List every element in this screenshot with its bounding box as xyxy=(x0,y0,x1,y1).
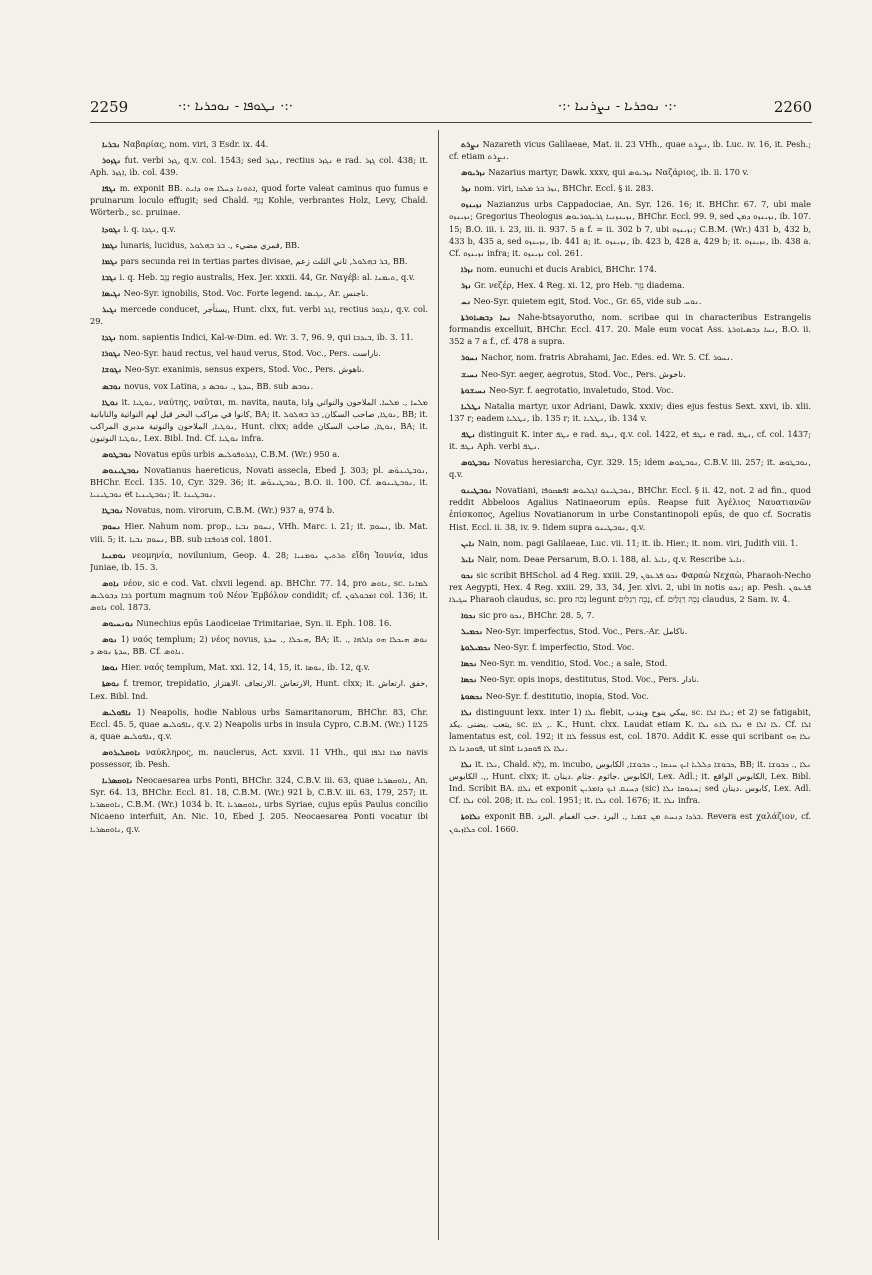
dictionary-entry xyxy=(449,641,811,653)
dictionary-entry xyxy=(90,347,428,359)
dictionary-entry xyxy=(449,311,811,347)
entry-lemma: ܢܘܒܛܘܣ xyxy=(102,448,132,459)
dictionary-entry xyxy=(449,706,811,754)
dictionary-entry xyxy=(449,537,811,549)
entry-text: Novatus, nom. virorum, C.B.M. (Wr.) 937 a, 974 b. xyxy=(125,505,335,516)
entry-text: nom. sapientis Indici, Kal-w-Dim. ed. Wr. 3. 7, 96. 9, qui ܒܝܕܒܐ, ib. 3. 11. xyxy=(119,332,414,343)
entry-text: sic pro ܢܟܘ, BHChr. 28. 5, 7. xyxy=(478,610,595,621)
entry-text: Hier. Nahum nom. prop., ܢܚܘܡ ܢܒܝܐ, VHh. Marc. i. 21; it. ܢܚܘܡ, ib. Mat. viii. 5; it. ܢܚܘܡ ܢܒܝܐ, BB. sub ܦܪܘܦܫܐ col. 1801. xyxy=(90,521,428,544)
entry-text: Neo-Syr. f. destitutio, inopia, Stod. Voc. xyxy=(485,690,649,701)
entry-lemma: ܢܐܝܪ xyxy=(461,553,475,564)
entry-text: Neo-Syr. quietem egit, Stod. Voc., Gr. 65, vide sub ܢܘܚ. xyxy=(473,296,702,307)
entry-text: Neo-Syr. aeger, aegrotus, Stod. Voc., Pers. ناخوش. xyxy=(480,368,686,379)
entry-text: sic scribit BHSchol. ad 4 Reg. xxiii. 29, ܢܟܘ ܦܪܥܘܢ Φαραὼ Νεχαὼ, Pharaoh-Necho rex Aegypti, Hex. 4 Reg. xxiii. 29, 33, 34, Jer. xlvi. 2, ubi in notis ܢܟܘ; ap. Pesh. ܦܪܥܘܢ ܚܓܝܪܐ Pharaoh claudus, sc. pro נְכֹה legunt נָכֵה רַגְלַיִם, cf. נְכֵה רַגְלַיִם claudus, 2 Sam. iv. 4. xyxy=(449,569,811,604)
entry-lemma: ܢܓܒܐ xyxy=(102,271,117,282)
entry-lemma: ܢܘܒܛܝܢܘ xyxy=(461,485,493,496)
entry-text: nom. eunuchi et ducis Arabici, BHChr. 174. xyxy=(476,263,657,274)
entry-lemma: ܢܘܒܛܘܣ xyxy=(461,457,491,468)
page-number-right: 2260 xyxy=(773,98,812,116)
dictionary-entry xyxy=(90,577,428,613)
entry-lemma: ܢܚܐ ܕܒܣܝܐܘܪܬܐ xyxy=(461,312,512,323)
entry-lemma: ܢܓܘܪܐ xyxy=(102,348,121,359)
entry-text: i. q. Heb. נֶגֶב regio australis, Hex. Jer. xxxii. 44, Gr. Ναγέβ: al. ܬܝܡܢܐ, q.v. xyxy=(119,271,416,282)
dictionary-entry xyxy=(90,380,428,392)
entry-lemma: ܢܟܘ xyxy=(461,569,474,580)
entry-text: 1) ναός templum; 2) νέος novus, ܗܝܟܠܐ ,. ܚܕܬܐ, BA; it. ܢܘܣ ܗܝܟܠܐ ܗܘ ܕܐܠܗܐ ,. ܚܕܬܐ ܢܘܣ ܕ, BB. Cf. ܢܐܘܣ. xyxy=(90,634,428,657)
entry-lemma: ܢܘܛܐ xyxy=(102,396,119,407)
dictionary-entry xyxy=(90,287,428,299)
entry-text: Neocaesarea urbs Ponti, BHChr. 324, C.B.V. iii. 63, quae ܢܐܘܩܣܪܝܐ, An. Syr. 64. 13, BHChr. Eccl. 81. 18, C.B.M. (Wr.) 921 b, C.B.V. iii. 63, 179, 257; it. ܢܐܘܩܣܪܝܐ, C.B.M. (Wr.) 1034 b. It. ܢܐܘܩܣܪܝܐ, urbs Syriae, cujus epūs Paulus concilio Nicaeno interfuit, An. Nic. 10, Ebed J. 205. Neocaesarea Ponti vocatur ibi ܢܐܘܩܣܪܝܐ, q.v. xyxy=(90,775,428,834)
entry-lemma: ܢܘܣ xyxy=(102,634,118,645)
dictionary-entry xyxy=(449,625,811,637)
entry-text: Neo-Syr. exanimis, sensus expers, Stod. Voc., Pers. ناهوش. xyxy=(124,364,365,375)
entry-lemma: ܢܓܕܐ xyxy=(102,332,117,343)
entry-text: Gr. νεζέρ, Hex. 4 Reg. xi. 12, pro Heb. נֵזֶר diadema. xyxy=(474,279,685,290)
dictionary-entry xyxy=(449,400,811,424)
dictionary-entry xyxy=(449,609,811,621)
column-divider xyxy=(438,130,439,1240)
entry-lemma: ܢܐܝܢ xyxy=(461,537,476,548)
page-header xyxy=(90,98,812,123)
dictionary-entry xyxy=(90,633,428,657)
entry-text: exponit BB. ܒܪܕܐ ܕܢܚܬ ܡܢ ܫܡܝܐ ,. البرد .حب الغمام .البرد. Revera est χαλάζιον, cf. ܟܠܐܙܝܘܢ col. 1660. xyxy=(449,811,811,834)
entry-text: Neo-Syr. haud rectus, vel haud verus, Stod. Voc., Pers. ناراست. xyxy=(123,348,381,359)
entry-text: νέον, sic e cod. Vat. clxvii legend. ap. BHChr. 77. 14, pro ܢܐܘܣ, sc. ܠܡܐܢܐ ܪܒܐ ܕܒܘܠܝܣ portum magnum τοῦ Νέον Ἐμβόλον condidit; cf. ܐܡܒܘܠܘܢ col. 136; it. ܢܐܘܣ col. 1873. xyxy=(90,577,428,612)
dictionary-entry xyxy=(90,331,428,343)
dictionary-entry xyxy=(449,351,811,363)
entry-text: Nazareth vicus Galilaeae, Mat. ii. 23 VHh., quae ܢܨܪܬ, ib. Luc. iv. 16, it. Pesh.; cf. etiam ܢܨܪܬ. xyxy=(449,139,811,162)
entry-text: Neo-Syr. f. aegrotatio, invaletudo, Stod. Voc. xyxy=(488,384,674,395)
dictionary-entry xyxy=(90,396,428,444)
entry-text: it. ܢܠܐ, Chald. נְלָא, m. incubo, ܟܒܘܫܐ ܕܠܠܝܐ ܐܝܟ ܚܢܩܐ ,. ܟܒܘܫܐ, الكابوس, BB; it. ܢܠܐ ,. ܟܒܘܫܐ ,. الكابوس, Hunt. clxx; it. الكابوس .جاثوم .جثام .دينان, Lex. Adl.; it. الكابوس الواقع, Lex. Bibl. Ind. Scribit BA. ܢܠܐܐ et exponit ܕܚܢܩ ܐܝܟ ܕܐܡܪܝܢ (sic) ܚܢܘܩܐ ܢܠܐ; sed كابوس .دينان, Lex. Adl. Cf. ܢܠܐ col. 208; it. ܢܠܐ col. 1951; it. ܢܠܐ col. 1676; it. ܢܠܐ infra. xyxy=(449,759,811,806)
entry-lemma: ܢܓܦܐ xyxy=(102,183,117,194)
entry-text: Nain, nom. pagi Galilaeae, Luc. vii. 11; it. ib. Hier.; it. nom. viri, Judith viii. 1. xyxy=(477,537,799,548)
entry-lemma: ܢܙܝܢܙܘ xyxy=(461,199,483,210)
dictionary-entry xyxy=(90,661,428,673)
dictionary-entry xyxy=(449,690,811,702)
running-title-right: ·:· ܢܘܟܪܝܐ - ܢܨܪܢܝܐ ·:· xyxy=(558,99,677,114)
entry-text: Neo-Syr. f. imperfectio, Stod. Voc. xyxy=(493,642,635,653)
entry-text: ναύκληρος, m. nauclerus, Act. xxvii. 11 VHh., qui ܡܪܐ ܐܠܦܐ navis possessor, ib. Pesh. xyxy=(90,746,428,770)
dictionary-entry xyxy=(449,182,811,194)
entry-lemma: ܢܘܢܚܝܘܣ xyxy=(102,618,134,629)
entry-text: Nair, nom. Deae Persarum, B.O. i. 188, al. ܢܐܝܪ, q.v. Rescribe ܢܐܝܪ. xyxy=(477,553,746,564)
entry-lemma: ܢܟܘܐ xyxy=(461,610,477,621)
entry-text: Novatus heresiarcha, Cyr. 329. 15; idem ܢܘܒܛܘܣ, C.B.V. iii. 257; it. ܢܘܒܛܘܣ, q.v. xyxy=(449,457,811,480)
dictionary-entry xyxy=(449,428,811,452)
entry-text: Novatus epūs urbis ܐܓܪܘܦܘܠܝܣ, C.B.M. (Wr.) 950 a. xyxy=(134,448,340,459)
dictionary-entry xyxy=(90,504,428,516)
entry-lemma: ܢܓܘܕܐ xyxy=(102,223,121,234)
right-column xyxy=(449,138,811,1248)
entry-lemma: ܢܘܣܬܐ xyxy=(102,678,120,689)
entry-lemma: ܢܙܪܐ xyxy=(461,263,474,274)
dictionary-entry xyxy=(449,569,811,605)
dictionary-entry xyxy=(90,520,428,544)
entry-text: lunaris, lucidus, قمري مضيء ,. ܒܪ ܒܗܠܘܠ, BB. xyxy=(120,239,300,250)
entry-lemma: ܢܓܡܐ xyxy=(102,239,118,250)
entry-text: Hier. ναός templum, Mat. xxi. 12, 14, 15, it. ܢܘܣܐ, ib. 12, q.v. xyxy=(121,662,370,673)
dictionary-entry xyxy=(90,138,428,150)
entry-lemma: ܢܘܡܢܝܐ xyxy=(102,549,127,560)
entry-text: f. tremor, trepidatio, الارتعاش .الارتجاف .الاهتزاز, Hunt. clxx; it. خفق .ارتعاش, Lex. Bibl. Ind. xyxy=(90,678,428,701)
entry-lemma: ܢܛܦ xyxy=(461,428,476,439)
entry-lemma: ܢܟܡܝܠܘܬܐ xyxy=(461,642,492,653)
entry-text: m. exponit BB. ܐܬܘܢܐ ܕܚܠܐ ܗܘ ܕܐܝܬ, quod forte valeat caminus quo fumus e pruinarum loculo effugit; sed Chald. נְגַף Kohle, verbrantes Holz, Levy, Chald. Wörterb., sc. pruinae. xyxy=(90,183,428,218)
entry-lemma: ܢܟܣܐ xyxy=(461,674,478,685)
entry-text: Novatiani, ܢܘܒܛܝܢܘ ܐܓܠܝܘܣ ܐܦܣܩܘܦܐ, BHChr. Eccl. § ii. 42, not. 2 ad fin., quod reddit Abbeloos Agalius Natinaeorum epūs. Reapse fuit Ἀγέλιος Ναυατιανῶν ἐπίσκοπος, Agelius Novatianorum in urbe Constantinopoli epūs, de quo cf. Socratis Hist. Eccl. ii. 38, iv. 9. Iidem supra ܢܘܒܛܝܢܘ, q.v. xyxy=(449,485,811,532)
entry-text: 1) Neapolis, hodie Nablous urbs Samaritanorum, BHChr. 83, Chr. Eccl. 45. 5, quae ܢܐܦܘܠܝܣ, q.v. 2) Neapolis urbs in insula Cypro, C.B.M. (Wr.) 1125 a, quae ܢܐܦܘܠܝܣ, q.v. xyxy=(90,706,428,741)
dictionary-entry xyxy=(449,553,811,565)
entry-lemma: ܢܐܘܣ xyxy=(102,577,120,588)
entry-lemma: ܢܚܘܡ xyxy=(102,521,121,532)
dictionary-entry xyxy=(90,255,428,267)
dictionary-entry xyxy=(449,657,811,669)
entry-text: Neo-Syr. m. venditio, Stod. Voc.; a sale, Stod. xyxy=(479,658,668,669)
entry-lemma: ܢܘܒܛܐ xyxy=(102,505,124,516)
entry-text: Novatianus haereticus, Novati assecla, Ebed J. 303; pl. ܢܘܒܛܝܢܘ̈ܣ, BHChr. Eccl. 135. 10, Cyr. 329. 36; it. ܢܘܒܛܝܢܘ̈ܣ, B.O. ii. 100. Cf. ܢܘܒܛܝܢܘܣ, it. ܢܘܒܛܝܢܝܐ et ܢܘܒܛܝܢܝܐ; it. ܢܘܒܛܝܢܐ. xyxy=(90,465,428,500)
dictionary-entry xyxy=(90,706,428,742)
entry-lemma: ܢܐܘܩܠܝܪܘܣ xyxy=(102,746,141,757)
dictionary-entry xyxy=(90,303,428,327)
dictionary-entry xyxy=(449,384,811,396)
entry-lemma: ܢܙܪ xyxy=(461,183,472,194)
entry-lemma: ܢܘܣܐ xyxy=(102,662,119,673)
dictionary-entry xyxy=(90,271,428,283)
entry-text: Neo-Syr. imperfectus, Stod. Voc., Pers.-Ar. ناكامل. xyxy=(485,626,688,637)
entry-text: Neo-Syr. opis inops, destitutus, Stod. Voc., Pers. نادار. xyxy=(479,674,699,685)
entry-text: Neo-Syr. ignobilis, Stod. Voc. Forte legend. ܢܓܝܣܐ, Ar. ناجنس. xyxy=(123,287,369,298)
entry-text: distinguunt lexx. inter 1) ܢܠܐ flebit, يبكي ينوح ويندب, sc. ܢܠܐ ܐܠܐ; et 2) se fatigabit, يتعب .يضنى .يكد, sc. ܠܐܐ ,. K., Hunt. clxx. Laudat etiam K. ܢܠܐ ܠܐܬ ܢܠܐ e ܠܐ ܐܠܐ. Cf. ܐܠܐ lamentatus est, col. 192; it ܠܐܐ fessus est, col. 1870. Addit K. esse qui scribant ܢܠܐ ܗܘ ܦܘܩܕܢܐ ܠܐ, ut sint ܢܠܐ ܠܐ ܦܘܩܕܢܐ. xyxy=(449,706,811,753)
dictionary-entry xyxy=(90,746,428,770)
dictionary-entry xyxy=(449,758,811,806)
entry-text: νεομηνία, novilunium, Geop. 4. 28; ܬܪܬܝܢ ܢܘܡܢܝܐ εἴδη Ἰουνία, idus Juniae, ib. 15. 3. xyxy=(90,549,428,572)
dictionary-entry xyxy=(90,154,428,178)
left-column xyxy=(90,138,428,1248)
dictionary-entry xyxy=(449,279,811,291)
entry-lemma: ܢܠܐ xyxy=(461,759,473,770)
entry-lemma: ܢܘܒܣ xyxy=(102,380,122,391)
entry-lemma: ܢܒܪܝܐ xyxy=(102,139,121,149)
entry-text: i. q. ܢܓܕܐ, q.v. xyxy=(123,223,176,234)
dictionary-entry xyxy=(449,263,811,275)
dictionary-entry xyxy=(449,673,811,685)
dictionary-entry xyxy=(90,239,428,251)
entry-lemma: ܢܛܠܝܐ xyxy=(461,400,482,411)
entry-text: novus, vox Latina, ܚܕܬܐ ,. ܢܘܒܣ ܕ, BB. sub ܢܘܒܣ. xyxy=(124,380,314,391)
entry-text: Nunechius epūs Laodiceiae Trimitariae, Syn. ii. Eph. 108. 16. xyxy=(136,618,392,629)
entry-lemma: ܢܟܣܐ xyxy=(461,658,478,669)
entry-text: Ναβαρίας, nom. viri, 3 Esdr. ix. 44. xyxy=(122,139,269,149)
dictionary-entry xyxy=(449,166,811,178)
entry-lemma: ܢܙܪ xyxy=(461,279,472,290)
dictionary-entry xyxy=(90,448,428,460)
dictionary-entry xyxy=(90,182,428,218)
entry-lemma: ܢܓܡܐ xyxy=(102,255,118,266)
entry-text: Nahe-btsayorutho, nom. scribae qui in characteribus Estrangelis formandis excelluit, BHChr. Eccl. 417. 20. Male eum vocat Ass. ܢܚܐ ܕܒܣܝܐܘܪܬܐ, B.O. ii. 352 a 7 a f., cf. 478 a supra. xyxy=(449,312,811,347)
entry-text: Nachor, nom. fratris Abrahami, Jac. Edes. ed. Wr. 5. Cf. ܢܚܘܪ. xyxy=(480,352,733,363)
entry-lemma: ܢܓܝܪ xyxy=(102,304,118,315)
entry-lemma: ܢܓܝܣܐ xyxy=(102,287,122,298)
dictionary-entry xyxy=(90,464,428,500)
entry-text: distinguit K. inter ܢܛܦ e rad. ܢܛܦ, q.v. col. 1422, et ܢܛܦ e rad. ܢܛܦ, cf. col. 1437; it. ܢܛܦ Aph. verbi ܢܛܦ. xyxy=(449,428,811,451)
entry-lemma: ܢܙܪܝܘܣ xyxy=(461,167,486,178)
entry-text: nom. viri, ܢܙܪ ܒܪ ܡܠܟܐ, BHChr. Eccl. § ii. 283. xyxy=(474,183,654,194)
entry-lemma: ܢܠܐܘܬܐ xyxy=(461,811,481,822)
dictionary-entry xyxy=(449,138,811,162)
page-number-left: 2259 xyxy=(90,98,129,116)
dictionary-entry xyxy=(449,295,811,307)
dictionary-entry xyxy=(90,363,428,375)
entry-lemma: ܢܚܝܫܘܬܐ xyxy=(461,384,487,395)
dictionary-entry xyxy=(90,223,428,235)
entry-text: mercede conducet, يستأجر, Hunt. clxx, fut. verbi ܐܓܪ, rectius ܢܐܓܘܪ, q.v. col. 29. xyxy=(90,304,428,327)
entry-lemma: ܢܓܘܫܐ xyxy=(102,364,123,375)
entry-text: Natalia martyr, uxor Adriani, Dawk. xxxiv; dies ejus festus Sext. xxvi, ib. xlii. 137 r; eadem ܢܛܠܝܐ, ib. 135 r; it. ܢܛܠܝܐ, ib. 134 v. xyxy=(449,400,811,423)
entry-lemma: ܢܚܝܫ xyxy=(461,368,479,379)
entry-lemma: ܢܨܪܬ xyxy=(461,139,480,149)
entry-text: fut. verbi ܓܙܪ, q.v. col. 1543; sed ܢܓܙܪ, rectius ܢܓܙܪ e rad. ܓܙܪ col. 438; it. Aph. ܐܓܙܪ, ib. col. 439. xyxy=(90,155,428,178)
entry-lemma: ܢܚ xyxy=(461,296,471,307)
dictionary-entry xyxy=(90,549,428,573)
entry-lemma: ܢܚܘܪ xyxy=(461,352,479,363)
entry-text: Nazarius martyr, Dawk. xxxv, qui ܢܙܪܝܘܣ Ναζάριος, ib. ii. 170 v. xyxy=(488,167,749,178)
dictionary-entry xyxy=(90,677,428,701)
dictionary-entry xyxy=(449,484,811,532)
entry-text: Nazianzus urbs Cappadociae, An. Syr. 126. 16; it. BHChr. 67. 7, ubi male ܢܙܝܢܙܘ; Gregorius Theologus ܢܙܝܢܙܢܝܐ ܓܪܝܓܘܪܝܘܣ, BHChr. Eccl. 99. 9, sed ܢܙܝܢܙܘ ܕܡܢ, ib. 107. 15; B.O. iii. i. 23, iii. ii. 937. 5 a f. = ii. 302 b 7, ubi ܢܙܝܢܙܘ; C.B.M. (Wr.) 431 b, 432 b, 433 b, 435 a, sed ܢܙܝܢܙܘ, ib. 441 a; it. ܢܙܝܢܙܘ, ib. 423 b, 428 a, 429 b; it. ܢܙܝܢܙܘ, ib. 438 a. Cf. ܢܙܝܢܙܘ infra; it. ܢܙܝܢܙܘ col. 261. xyxy=(449,199,811,258)
dictionary-entry xyxy=(449,368,811,380)
entry-lemma: ܢܟܣܘܬܐ xyxy=(461,690,484,701)
dictionary-entry xyxy=(449,198,811,258)
dictionary-entry xyxy=(449,810,811,834)
entry-lemma: ܢܓܙܘܪ xyxy=(102,155,121,166)
entry-text: it. ܢܘܛܝܐ, ναύτης, ναῦται, m. navita, nauta, ܡܠܚܐ ,. ܡܠܚܐ. الملاحون والنواتي واذا كانوا في مراكب البحر قيل لهم النواتية والنابانية, BA; it. ܢܘܛܐ, صاحب السكان, ܒܪ ܒܗܠܘܠ, BB; it. ܢܘܛܝܐ, الملاحون والنوتية مدبري المراكب, Hunt. clxx; adde ܢܘܛܐ, صاحب السكان, BA; it. ܢܘܛܝܐ النوتيون, Lex. Bibl. Ind. Cf. ܢܘܛܝܐ infra. xyxy=(90,396,428,443)
entry-lemma: ܢܟܡܝܠ xyxy=(461,626,483,637)
running-title-left: ·:· ܢܛܘܦܐ - ܢܘܟܪܝܐ ·:· xyxy=(178,99,293,114)
entry-lemma: ܢܠܐ xyxy=(461,706,473,717)
entry-lemma: ܢܐܦܘܠܝܣ xyxy=(102,706,132,717)
dictionary-entry xyxy=(90,617,428,629)
entry-lemma: ܢܘܒܛܝܢܘܣ xyxy=(102,465,140,476)
dictionary-entry xyxy=(449,456,811,480)
entry-text: pars secunda rei in tertias partes divisae, ܒܪ ܒܗܠܘܠ, ثاني الثلث زعم, BB. xyxy=(120,255,408,266)
entry-lemma: ܢܐܘܩܣܪܝܐ xyxy=(102,775,133,786)
dictionary-entry xyxy=(90,774,428,834)
